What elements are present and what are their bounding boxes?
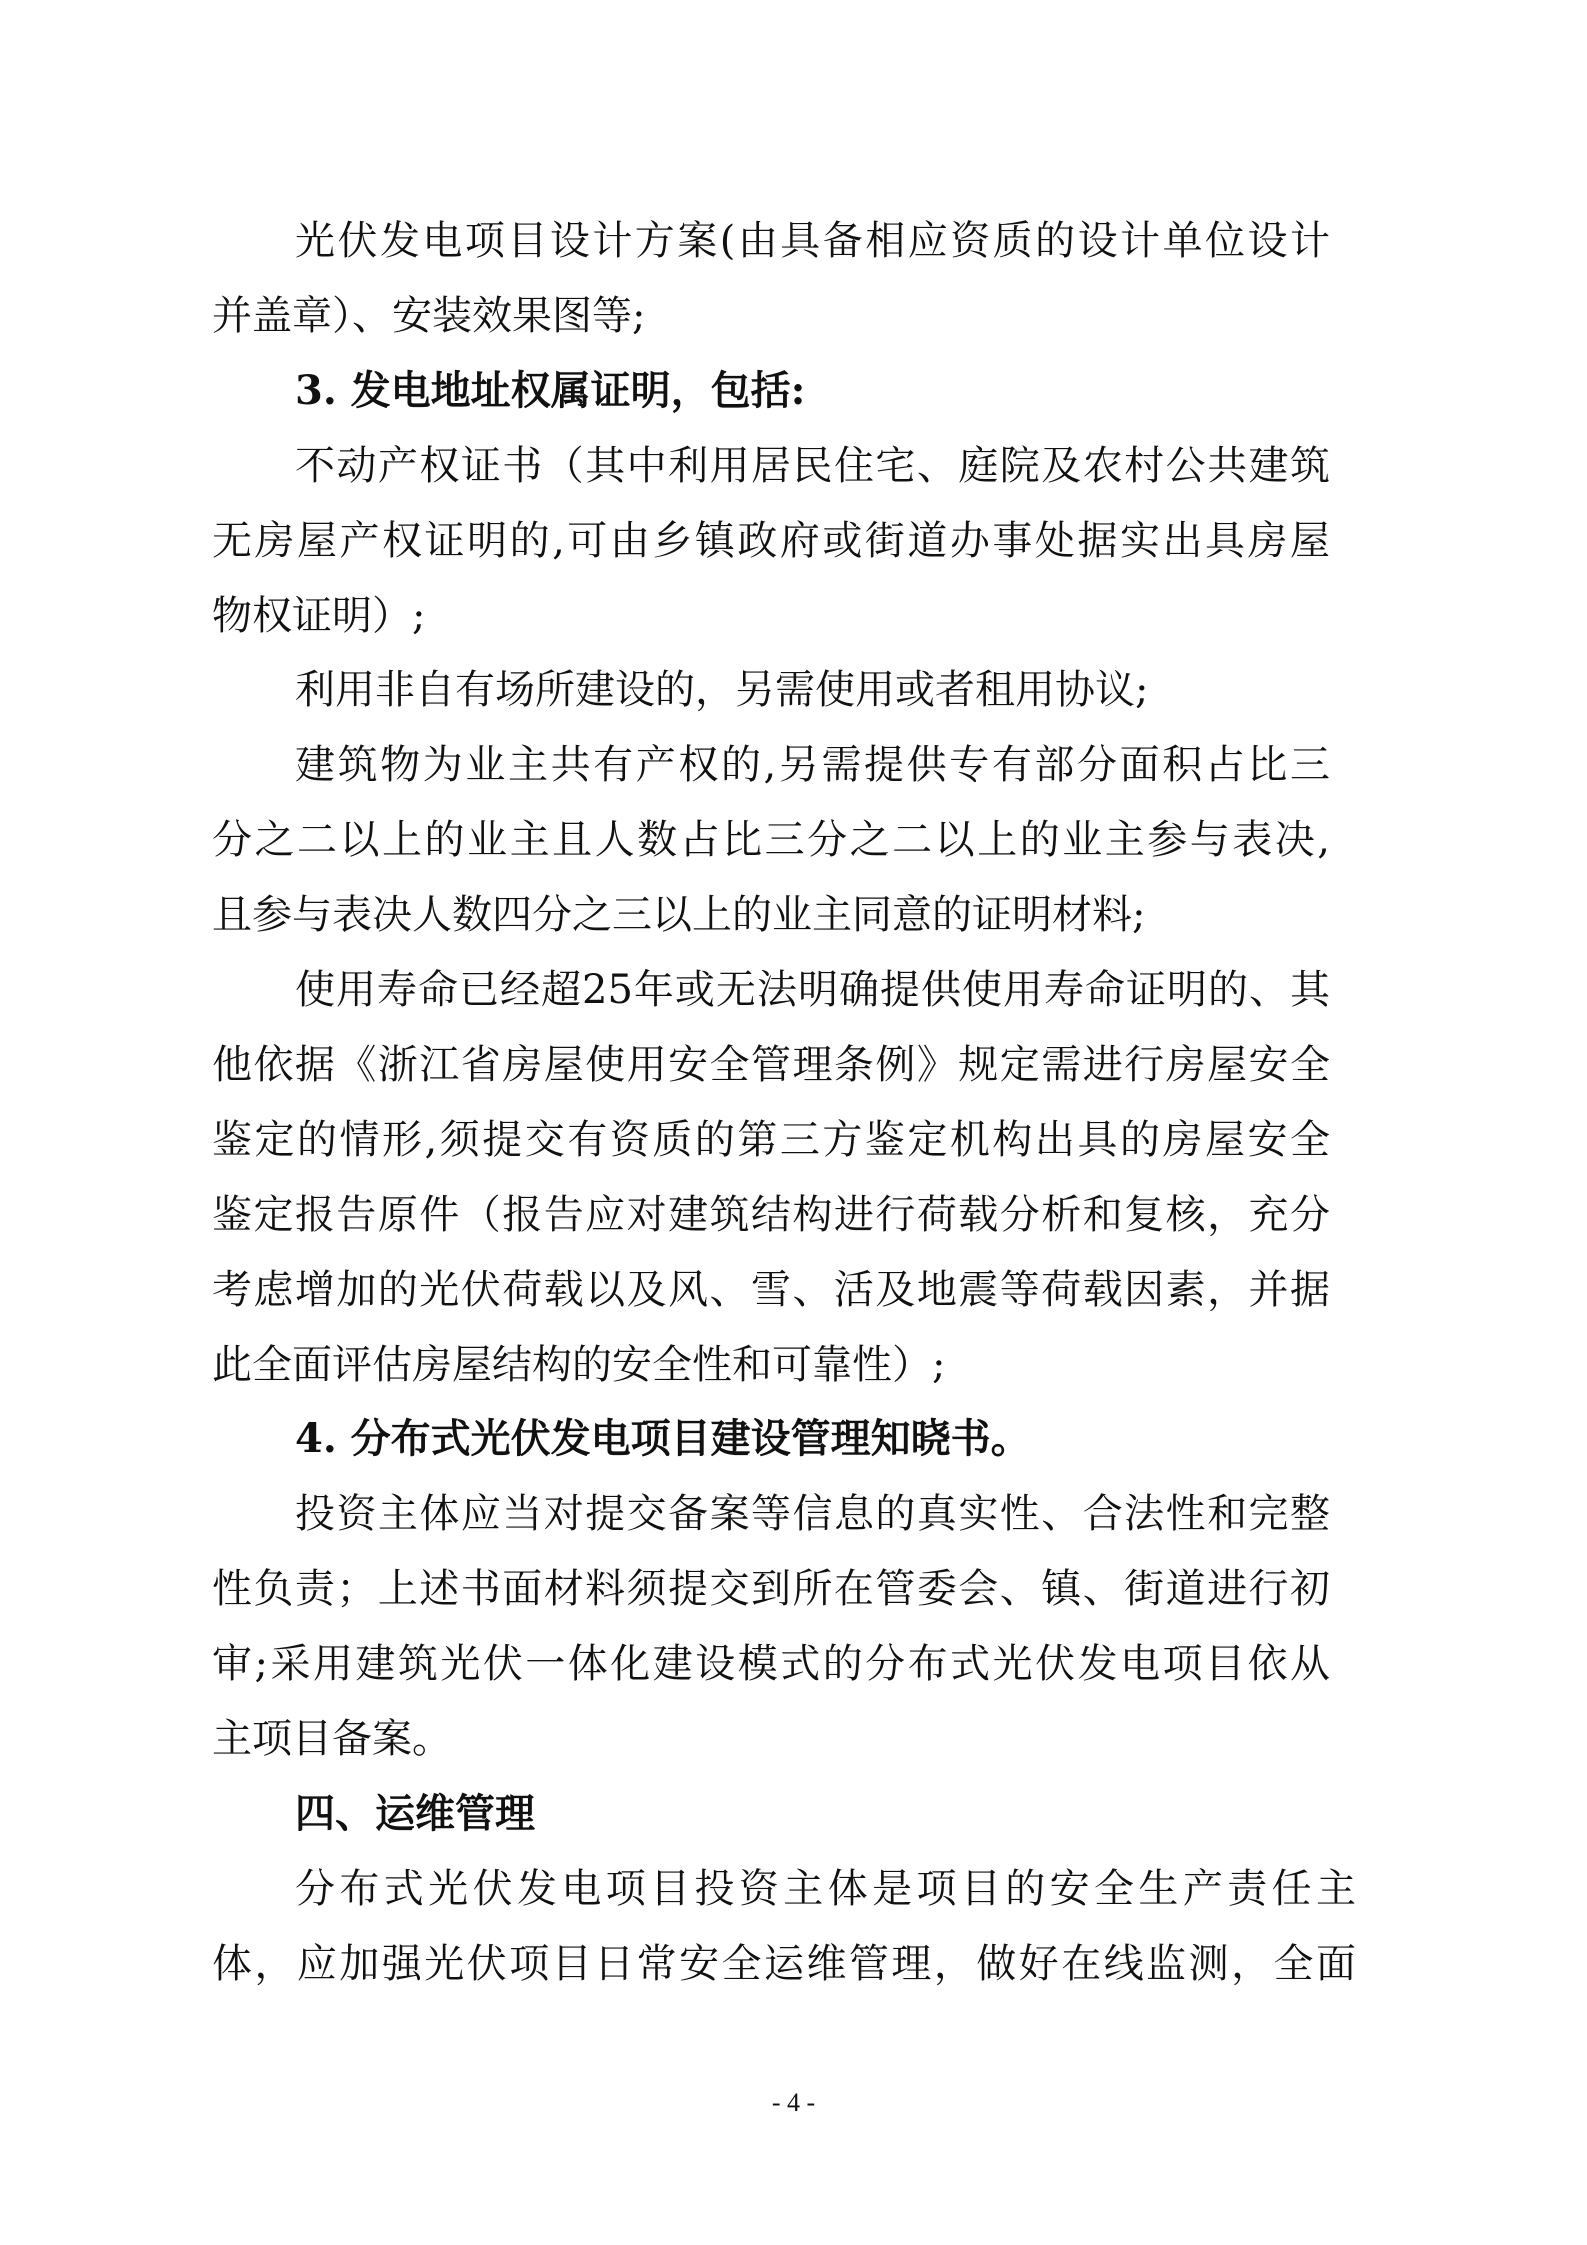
text-line-16: 此全面评估房屋结构的安全性和可靠性）; (212, 1342, 946, 1388)
subheading-3: 3. 发电地址权属证明，包括: (295, 367, 806, 414)
text-line-6: 物权证明）; (212, 593, 426, 639)
text-line-7: 利用非自有场所建设的，另需使用或者租用协议; (295, 667, 1149, 713)
text-line-11: 使用寿命已经超25年或无法明确提供使用寿命证明的、其 (295, 967, 1330, 1013)
text-line-21: 主项目备案。 (212, 1716, 452, 1762)
text-line-23: 分布式光伏发电项目投资主体是项目的安全生产责任主 (295, 1866, 1356, 1912)
page-number: - 4 - (771, 2088, 816, 2117)
text-line-12: 他依据《浙江省房屋使用安全管理条例》规定需进行房屋安全 (212, 1042, 1330, 1088)
text-line-18: 投资主体应当对提交备案等信息的真实性、合法性和完整 (295, 1491, 1330, 1537)
text-line-10: 且参与表决人数四分之三以上的业主同意的证明材料; (212, 892, 1146, 938)
text-line-9: 分之二以上的业主且人数占比三分之二以上的业主参与表决, (212, 817, 1330, 863)
text-line-15: 考虑增加的光伏荷载以及风、雪、活及地震等荷载因素，并据 (212, 1267, 1330, 1313)
text-line-8: 建筑物为业主共有产权的,另需提供专有部分面积占比三 (295, 742, 1330, 788)
text-line-19: 性负责；上述书面材料须提交到所在管委会、镇、街道进行初 (212, 1566, 1330, 1612)
text-line-2: 并盖章）、安装效果图等; (212, 293, 646, 339)
text-line-20: 审;采用建筑光伏一体化建设模式的分布式光伏发电项目依从 (212, 1641, 1330, 1687)
section-heading-4: 四、运维管理 (295, 1791, 535, 1837)
text-line-14: 鉴定报告原件（报告应对建筑结构进行荷载分析和复核，充分 (212, 1192, 1330, 1238)
text-line-1: 光伏发电项目设计方案(由具备相应资质的设计单位设计 (295, 218, 1330, 264)
subheading-4: 4. 分布式光伏发电项目建设管理知晓书。 (295, 1415, 1031, 1462)
text-line-24: 体，应加强光伏项目日常安全运维管理，做好在线监测，全面 (212, 1941, 1356, 1987)
text-line-13: 鉴定的情形,须提交有资质的第三方鉴定机构出具的房屋安全 (212, 1117, 1330, 1163)
text-line-5: 无房屋产权证明的,可由乡镇政府或街道办事处据实出具房屋 (212, 518, 1330, 564)
text-line-4: 不动产权证书（其中利用居民住宅、庭院及农村公共建筑 (295, 443, 1330, 489)
